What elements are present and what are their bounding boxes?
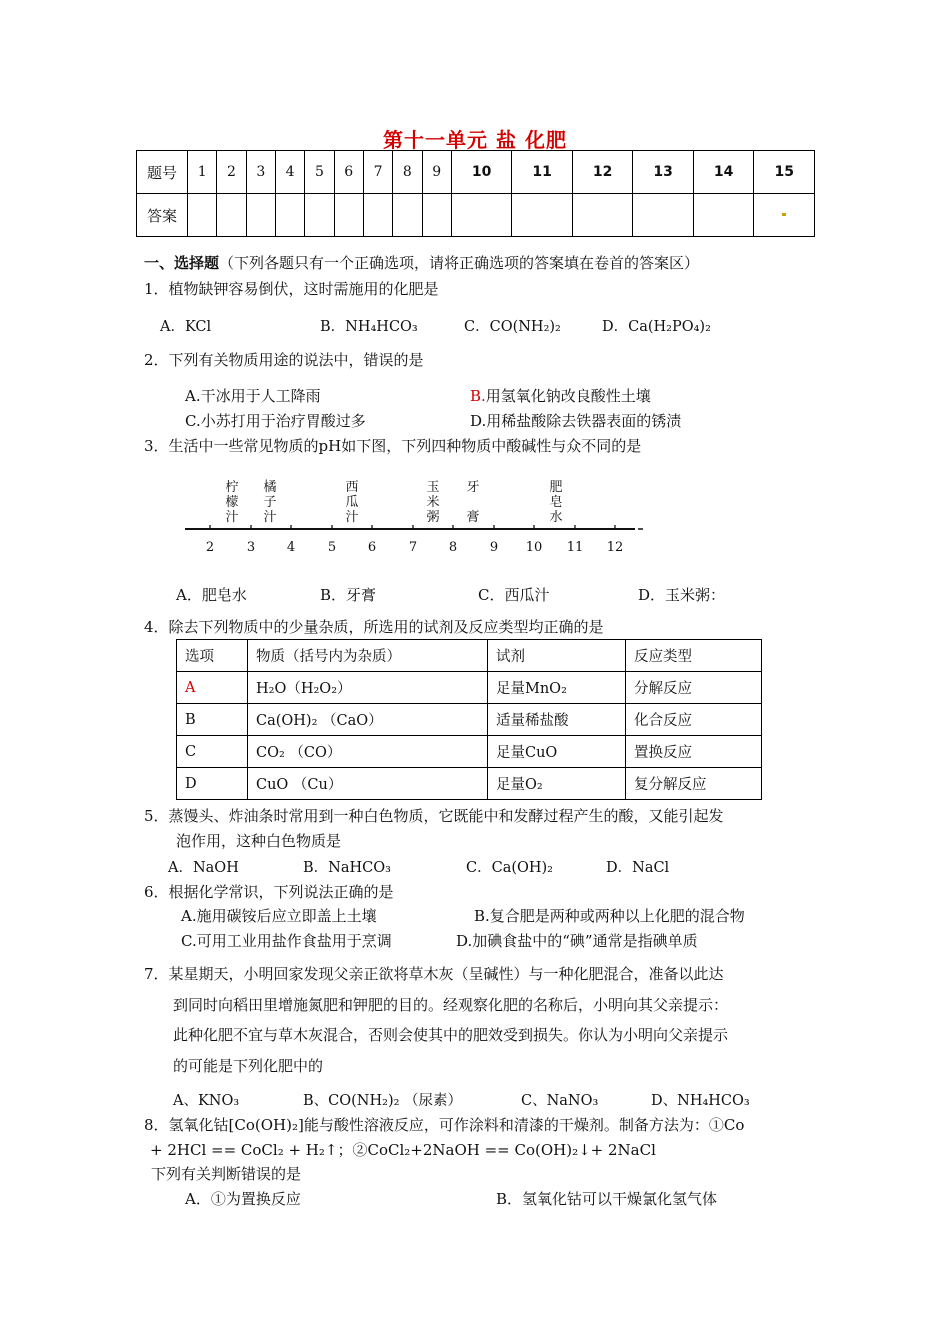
ph-label-cornporridge	[426, 480, 439, 525]
q3-option-b: B．牙膏	[320, 586, 377, 604]
question-number: 6	[334, 151, 363, 194]
ph-tick-label: 11	[566, 540, 584, 555]
q4-cell: 适量稀盐酸	[488, 704, 626, 736]
question-number: 2	[217, 151, 246, 194]
q2-option-b	[470, 385, 651, 406]
q1-option-c: C．CO(NH₂)₂	[464, 319, 561, 335]
answer-cell[interactable]	[572, 194, 633, 237]
answer-table-number-row	[137, 151, 815, 194]
ph-label-lemon	[225, 479, 238, 525]
question-7-line4: 的可能是下列化肥中的	[173, 1057, 324, 1075]
ph-tick-label: 5	[327, 540, 337, 555]
answer-cell[interactable]	[422, 194, 451, 237]
ph-tick-label: 6	[367, 540, 377, 555]
ph-tick-label: 10	[525, 540, 543, 555]
ph-label-orange-3: 汁	[263, 510, 277, 525]
q4-header-cell: 试剂	[488, 640, 626, 672]
q4-cell: B	[177, 704, 248, 736]
q4-cell: 复分解反应	[626, 768, 762, 800]
question-number: 3	[246, 151, 275, 194]
answer-cell[interactable]	[693, 194, 754, 237]
q4-cell: CuO （Cu）	[248, 768, 488, 800]
ph-label-cornporridge-3: 粥	[426, 510, 440, 525]
answer-cell[interactable]	[217, 194, 246, 237]
question-7-line2: 到同时向稻田里增施氮肥和钾肥的目的。经观察化肥的名称后，小明向其父亲提示：	[173, 996, 729, 1014]
q6-option-c: C.可用工业用盐作食盐用于烹调	[181, 932, 392, 950]
q6-option-d: D.加碘食盐中的“碘”通常是指碘单质	[456, 932, 698, 950]
ph-label-lemon-1: 柠	[225, 480, 239, 495]
ph-label-watermelon-2: 瓜	[345, 495, 359, 510]
q1-option-a: A．KCl	[160, 319, 212, 335]
ph-scale-diagram	[180, 475, 650, 560]
q4-cell: D	[177, 768, 248, 800]
q5-option-c: C．Ca(OH)₂	[466, 860, 553, 876]
answer-cell[interactable]	[188, 194, 217, 237]
q4-cell: CO₂ （CO）	[248, 736, 488, 768]
question-7-line3: 此种化肥不宜与草木灰混合，否则会使其中的肥效受到损失。你认为小明向父亲提示	[173, 1026, 729, 1044]
q7-option-d: D、NH₄HCO₃	[651, 1093, 750, 1109]
q2-option-b-text: 用氢氧化钠改良酸性土壤	[485, 387, 651, 405]
question-number: 9	[422, 151, 451, 194]
question-8-line1: 8．氢氧化钴[Co(OH)₂]能与酸性溶液反应，可作涂料和清漆的干燥剂。制备方法为：①Co	[144, 1116, 745, 1134]
q4-header-cell: 选项	[177, 640, 248, 672]
q6-option-a: A.施用碳铵后应立即盖上土壤	[181, 907, 377, 925]
ph-label-orange-2: 子	[263, 495, 277, 510]
question-number: 13	[633, 151, 694, 194]
ph-label-orange	[263, 479, 276, 525]
q4-cell: 足量O₂	[488, 768, 626, 800]
q4-cell: 分解反应	[626, 672, 762, 704]
q5-option-a: A．NaOH	[168, 860, 239, 876]
question-7-line1: 7．某星期天，小明回家发现父亲正欲将草木灰（呈碱性）与一种化肥混合，准备以此达	[144, 965, 724, 983]
ph-label-cornporridge-1: 玉	[426, 480, 440, 495]
ph-label-watermelon	[345, 480, 358, 525]
ph-tick-label: 2	[205, 540, 215, 555]
question-number: 14	[693, 151, 754, 194]
answer-cell[interactable]	[246, 194, 275, 237]
question-number: 1	[188, 151, 217, 194]
q4-header-cell: 物质（括号内为杂质）	[248, 640, 488, 672]
q3-option-d: D．玉米粥：	[638, 586, 726, 604]
ph-tick-label: 12	[606, 540, 624, 555]
ph-label-soapwater-3: 水	[549, 510, 563, 525]
ph-label-watermelon-1: 西	[345, 480, 359, 495]
question-8-line2: + 2HCl == CoCl₂ + H₂↑；②CoCl₂+2NaOH == Co(OH)₂↓+ 2NaCl	[150, 1141, 656, 1159]
ph-tick-label: 9	[489, 540, 499, 555]
section-instruction: （下列各题只有一个正确选项，请将正确选项的答案填在卷首的答案区）	[219, 254, 700, 272]
stray-mark	[782, 213, 786, 216]
q8-option-b: B．氢氧化钴可以干燥氯化氢气体	[496, 1190, 718, 1208]
question-number: 4	[275, 151, 304, 194]
q2-option-d: D.用稀盐酸除去铁器表面的锈渍	[470, 412, 682, 430]
question-number: 7	[363, 151, 392, 194]
section-title: 一、选择题	[144, 254, 220, 272]
answer-table-row-label: 题号	[137, 151, 188, 194]
q1-option-d: D．Ca(H₂PO₄)₂	[602, 319, 711, 335]
question-5-stem-line1: 5．蒸馒头、炸油条时常用到一种白色物质，它既能中和发酵过程产生的酸，又能引起发	[144, 807, 724, 825]
q6-option-b: B.复合肥是两种或两种以上化肥的混合物	[474, 907, 745, 925]
q4-header-cell: 反应类型	[626, 640, 762, 672]
question-4-stem: 4．除去下列物质中的少量杂质，所选用的试剂及反应类型均正确的是	[144, 618, 604, 636]
answer-cell[interactable]	[451, 194, 512, 237]
question-1-stem: 1．植物缺钾容易倒伏，这时需施用的化肥是	[144, 280, 439, 298]
question-number: 5	[305, 151, 334, 194]
ph-tick-label: 7	[408, 540, 418, 555]
ph-label-lemon-2: 檬	[225, 495, 239, 510]
q2-option-b-letter: B.	[470, 387, 486, 405]
question-number: 10	[451, 151, 512, 194]
question-3-stem: 3．生活中一些常见物质的pH如下图，下列四种物质中酸碱性与众不同的是	[144, 437, 642, 455]
q4-cell: C	[177, 736, 248, 768]
ph-label-soapwater-1: 肥	[549, 480, 563, 495]
answer-cell[interactable]	[275, 194, 304, 237]
answer-cell[interactable]	[512, 194, 573, 237]
q3-option-a: A．肥皂水	[176, 586, 247, 604]
q4-table-row	[177, 768, 762, 800]
q4-cell: 化合反应	[626, 704, 762, 736]
q1-option-b: B．NH₄HCO₃	[320, 319, 418, 335]
ph-label-toothpaste-1: 牙	[466, 480, 480, 495]
question-6-stem: 6．根据化学常识，下列说法正确的是	[144, 883, 394, 901]
page-title: 第十一单元 盐 化肥	[383, 128, 567, 152]
question-number: 15	[754, 151, 815, 194]
ph-label-lemon-3: 汁	[225, 510, 239, 525]
ph-label-orange-1: 橘	[263, 480, 277, 495]
ph-label-soapwater-2: 皂	[549, 495, 563, 510]
ph-label-soapwater	[549, 480, 562, 525]
ph-tick-label: 8	[448, 540, 458, 555]
q4-cell: 足量CuO	[488, 736, 626, 768]
answer-cell[interactable]	[334, 194, 363, 237]
q4-cell: H₂O（H₂O₂）	[248, 672, 488, 704]
ph-label-toothpaste-2: 膏	[466, 510, 480, 525]
q4-table-row	[177, 736, 762, 768]
q4-table-row	[177, 704, 762, 736]
answer-table	[136, 150, 815, 237]
ph-label-cornporridge-2: 米	[426, 495, 440, 510]
answer-cell[interactable]	[305, 194, 334, 237]
q4-table-header	[177, 640, 762, 672]
q4-cell: A	[177, 672, 248, 704]
ph-label-watermelon-3: 汁	[345, 510, 359, 525]
question-number: 8	[393, 151, 422, 194]
q7-option-c: C、NaNO₃	[521, 1093, 599, 1109]
q4-cell: 置换反应	[626, 736, 762, 768]
q2-option-c: C.小苏打用于治疗胃酸过多	[185, 412, 366, 430]
answer-cell[interactable]	[633, 194, 694, 237]
ph-tick-label: 3	[246, 540, 256, 555]
q4-table-row	[177, 672, 762, 704]
q5-option-d: D．NaCl	[606, 860, 670, 876]
q8-option-a: A．①为置换反应	[185, 1190, 301, 1208]
q3-option-c: C．西瓜汁	[478, 586, 550, 604]
q4-table	[176, 639, 762, 800]
q2-option-a: A.干冰用于人工降雨	[185, 387, 321, 405]
section-heading	[144, 252, 699, 273]
q7-option-a: A、KNO₃	[173, 1093, 240, 1109]
question-8-line3: 下列有关判断错误的是	[151, 1165, 302, 1183]
question-number: 12	[572, 151, 633, 194]
ph-tick-label: 4	[286, 540, 296, 555]
answer-table-answer-row	[137, 194, 815, 237]
answer-table-row-label: 答案	[137, 194, 188, 237]
q4-cell: 足量MnO₂	[488, 672, 626, 704]
question-5-stem-line2: 泡作用，这种白色物质是	[176, 832, 342, 850]
question-number: 11	[512, 151, 573, 194]
ph-label-toothpaste	[466, 480, 479, 525]
answer-cell[interactable]	[393, 194, 422, 237]
question-2-stem: 2．下列有关物质用途的说法中，错误的是	[144, 351, 424, 369]
q5-option-b: B．NaHCO₃	[303, 860, 391, 876]
q4-cell: Ca(OH)₂ （CaO）	[248, 704, 488, 736]
q7-option-b: B、CO(NH₂)₂ （尿素）	[303, 1093, 463, 1109]
answer-cell[interactable]	[363, 194, 392, 237]
